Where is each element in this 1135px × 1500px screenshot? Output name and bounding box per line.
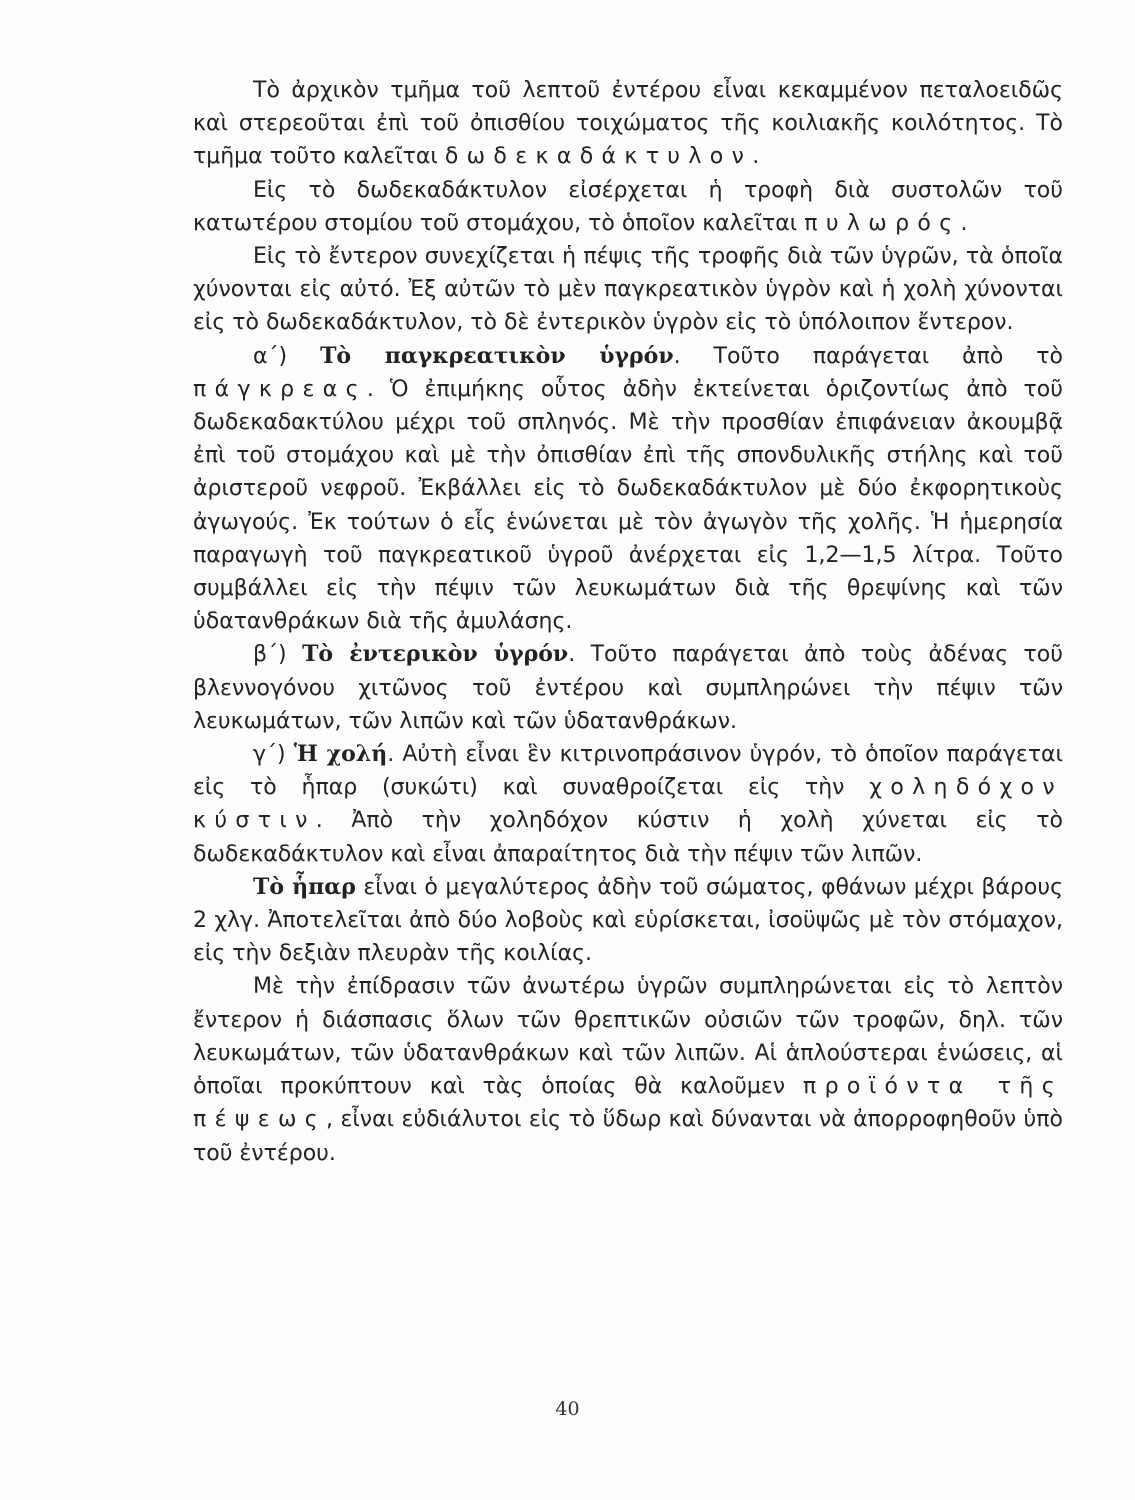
text-run: .	[752, 144, 760, 170]
item-label: γ΄)	[253, 742, 294, 768]
spaced-term: χοληδόχον κύστιν	[193, 775, 1063, 834]
spaced-term: δωδεκαδάκτυλον	[444, 144, 753, 170]
page-number: 40	[555, 1398, 580, 1420]
section-heading: Ἡ χολή	[293, 741, 388, 768]
paragraph-duodenum	[193, 74, 1063, 174]
spaced-term: πάγκρεας	[193, 376, 367, 402]
paragraph-pancreatic-juice	[193, 340, 1063, 639]
text-run: , εἶναι εὐδιάλυτοι εἰς τὸ ὕδωρ καὶ δύνανται νὰ ἀπορροφηθοῦν ὑπὸ τοῦ ἐντέρου.	[193, 1107, 1063, 1166]
paragraph-intestinal-fluids	[193, 240, 1063, 340]
text-run: Εἰς τὸ ἔντερον συνεχίζεται ἡ πέψις τῆς τροφῆς διὰ τῶν ὑγρῶν, τὰ ὁποῖα χύνονται εἰς αὐτό. Ἐξ αὐτῶν τὸ μὲν παγκρεατικὸν ὑγρὸν καὶ ἡ χολὴ χύνονται εἰς τὸ δωδεκαδάκτυλον, τὸ δὲ ἐντερικὸν ὑγρὸν εἰς τὸ ὑπόλοιπον ἔντερον.	[193, 244, 1063, 336]
text-run: . Ὁ ἐπιμήκης οὗτος ἀδὴν ἐκτείνεται ὁριζοντίως ἀπὸ τοῦ δωδεκαδακτύλου μέχρι τοῦ σπληνός. Μὲ τὴν προσθίαν ἐπιφάνειαν ἀκουμβᾷ ἐπὶ τοῦ στομάχου καὶ μὲ τὴν ὀπισθίαν ἐπὶ τῆς σπονδυλικῆς στήλης καὶ τοῦ ἀριστεροῦ νεφροῦ. Ἐκβάλλει εἰς τὸ δωδεκαδάκτυλον μὲ δύο ἐκφορητικοὺς ἀγωγούς. Ἐκ τούτων ὁ εἷς ἑνώνεται μὲ τὸν ἀγωγὸν τῆς χολῆς. Ἡ ἡμερησία παραγωγὴ τοῦ παγκρεατικοῦ ὑγροῦ ἀνέρχεται εἰς 1,2—1,5 λίτρα. Τοῦτο συμβάλλει εἰς τὴν πέψιν τῶν λευκωμάτων διὰ τῆς θρεψίνης καὶ τῶν ὑδατανθράκων διὰ τῆς ἀμυλάσης.	[193, 376, 1063, 635]
text-run: Τὸ ἀρχικὸν τμῆμα τοῦ λεπτοῦ ἐντέρου εἶναι κεκαμμένον πεταλοειδῶς καὶ στερεοῦται ἐπὶ τοῦ ὀπισθίου τοιχώματος τῆς κοιλιακῆς κοιλότητος. Τὸ τμῆμα τοῦτο καλεῖται	[193, 78, 1063, 170]
paragraph-pylorus	[193, 174, 1063, 240]
text-run: . Τοῦτο παράγεται ἀπὸ τοὺς ἀδένας τοῦ βλεννογόνου χιτῶνος τοῦ ἐντέρου καὶ συμπληρώνει τὴν πέψιν τῶν λευκωμάτων, τῶν λιπῶν καὶ τῶν ὑδατανθράκων.	[193, 642, 1063, 734]
text-run: .	[960, 210, 968, 236]
spaced-term: πυλωρός	[804, 210, 961, 236]
text-run: Μὲ τὴν ἐπίδρασιν τῶν ἀνωτέρω ὑγρῶν συμπληρώνεται εἰς τὸ λεπτὸν ἔντερον ἡ διάσπασις ὅλων τῶν θρεπτικῶν οὐσιῶν τῶν τροφῶν, δηλ. τῶν λευκωμάτων, τῶν ὑδατανθράκων καὶ τῶν λιπῶν. Αἱ ἁπλούστεραι ἑνώσεις, αἱ ὁποῖαι προκύπτουν καὶ τὰς ὁποίας θὰ καλοῦμεν	[193, 974, 1063, 1100]
section-heading: Τὸ ἐντερικὸν ὑγρόν	[302, 641, 569, 668]
paragraph-intestinal-juice	[193, 638, 1063, 738]
text-run: Εἰς τὸ δωδεκαδάκτυλον εἰσέρχεται ἡ τροφὴ διὰ συστολῶν τοῦ κατωτέρου στομίου τοῦ στομάχου, τὸ ὁποῖον καλεῖται	[193, 177, 1063, 236]
text-run: . Τοῦτο παράγεται ἀπὸ τὸ	[673, 343, 1064, 369]
text-run: . Αὐτὴ εἶναι ἓν κιτρινοπράσινον ὑγρόν, τὸ ὁποῖον παράγεται εἰς τὸ ἧπαρ (συκώτι) καὶ συναθροίζεται εἰς τὴν	[193, 742, 1063, 801]
spaced-term: προϊόντα τῆς πέψεως	[193, 1074, 1063, 1133]
text-run: . Ἀπὸ τὴν χοληδόχον κύστιν ἡ χολὴ χύνεται εἰς τὸ δωδεκαδάκτυλον καὶ εἶναι ἀπαραίτητος διὰ τὴν πέψιν τῶν λιπῶν.	[193, 808, 1063, 867]
section-heading: Τὸ ἧπαρ	[253, 873, 356, 900]
body-text	[193, 74, 1063, 1170]
paragraph-liver	[193, 871, 1063, 971]
text-run: εἶναι ὁ μεγαλύτερος ἀδὴν τοῦ σώματος, φθάνων μέχρι βάρους 2 χλγ. Ἀποτελεῖται ἀπὸ δύο λοβοὺς καὶ εὑρίσκεται, ἰσοϋψῶς μὲ τὸν στόμαχον, εἰς τὴν δεξιὰν πλευρὰν τῆς κοιλίας.	[193, 874, 1064, 967]
paragraph-digestion-products	[193, 970, 1063, 1169]
item-label: α΄)	[253, 343, 321, 369]
section-heading: Τὸ παγκρεατικὸν ὑγρόν	[320, 342, 674, 369]
paragraph-bile	[193, 738, 1063, 871]
item-label: β΄)	[253, 642, 303, 668]
